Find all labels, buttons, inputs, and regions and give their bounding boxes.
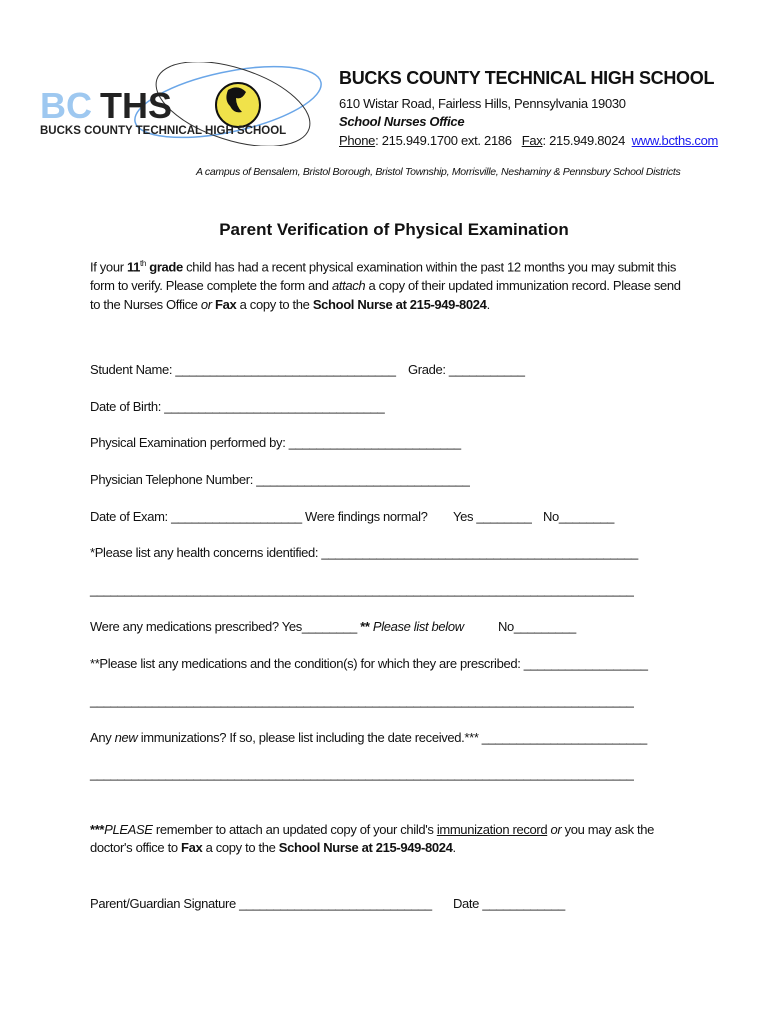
contact-line xyxy=(339,133,718,148)
fax-number: : 215.949.8024 xyxy=(542,133,626,148)
medications-list-field[interactable]: **Please list any medications and the condition(s) for which they are prescribed: __________________ xyxy=(90,656,648,671)
phone-label: Phone xyxy=(339,133,376,148)
svg-text:THS: THS xyxy=(100,85,172,126)
svg-text:BC: BC xyxy=(40,85,92,126)
health-concerns-field[interactable]: *Please list any health concerns identified: ______________________________________________ xyxy=(90,545,638,560)
findings-no-field[interactable]: No________ xyxy=(543,509,614,524)
medications-no-field[interactable]: No_________ xyxy=(498,619,576,634)
health-concerns-line[interactable]: _______________________________________________________________________________ xyxy=(90,582,634,597)
medications-line[interactable]: _______________________________________________________________________________ xyxy=(90,693,634,708)
reminder-line-1: ***PLEASE remember to attach an updated copy of your child's immunization record or you may ask the xyxy=(90,822,655,837)
phone-number: : 215.949.1700 ext. 2186 xyxy=(375,133,512,148)
school-name: BUCKS COUNTY TECHNICAL HIGH SCHOOL xyxy=(339,68,715,88)
grade-field[interactable]: Grade: ___________ xyxy=(408,362,525,377)
campus-note: A campus of Bensalem, Bristol Borough, Bristol Township, Morrisville, Neshaminy & Pennsbury School Districts xyxy=(196,166,681,178)
svg-text:BUCKS COUNTY TECHNICAL HIGH SC: BUCKS COUNTY TECHNICAL HIGH SCHOOL xyxy=(40,125,287,137)
intro-line-1: If your 11th grade child has had a recent physical examination within the past 12 months you may submit this xyxy=(90,259,676,275)
student-name-field[interactable]: Student Name: ________________________________ xyxy=(90,362,396,377)
performed-by-field[interactable]: Physical Examination performed by: _________________________ xyxy=(90,435,461,450)
school-address: 610 Wistar Road, Fairless Hills, Pennsylvania 19030 xyxy=(339,96,626,111)
intro-line-2: form to verify. Please complete the form and attach a copy of their updated immunization record. Please send xyxy=(90,278,681,293)
bcths-logo xyxy=(38,62,328,146)
signature-date-field[interactable]: Date ____________ xyxy=(453,896,565,911)
physician-phone-field[interactable]: Physician Telephone Number: _______________________________ xyxy=(90,472,470,487)
findings-yes-field[interactable]: Yes ________ xyxy=(453,509,532,524)
exam-date-field[interactable]: Date of Exam: ___________________ Were findings normal? xyxy=(90,509,428,524)
reminder-line-2: doctor's office to Fax a copy to the School Nurse at 215-949-8024. xyxy=(90,840,456,855)
medications-question[interactable]: Were any medications prescribed? Yes________ ** Please list below xyxy=(90,619,464,634)
immunizations-field[interactable]: Any new immunizations? If so, please list including the date received.*** ________________________ xyxy=(90,730,647,745)
website-link[interactable]: www.bcths.com xyxy=(631,133,719,148)
signature-field[interactable]: Parent/Guardian Signature ____________________________ xyxy=(90,896,432,911)
fax-label: Fax xyxy=(521,133,543,148)
dob-field[interactable]: Date of Birth: ________________________________ xyxy=(90,399,385,414)
intro-line-3: to the Nurses Office or Fax a copy to the School Nurse at 215-949-8024. xyxy=(90,297,490,312)
immunizations-line[interactable]: _______________________________________________________________________________ xyxy=(90,766,634,781)
office-name: School Nurses Office xyxy=(339,114,465,129)
page-title: Parent Verification of Physical Examination xyxy=(219,220,569,239)
